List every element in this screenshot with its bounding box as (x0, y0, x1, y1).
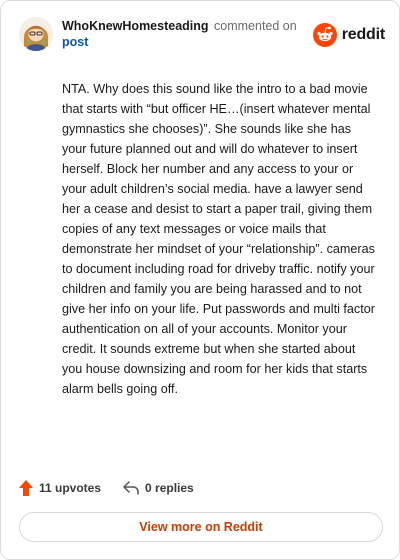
reply-count: 0 replies (145, 481, 194, 495)
upvote-count: 11 upvotes (39, 481, 102, 495)
upvote-button[interactable] (19, 480, 101, 496)
reddit-brand[interactable] (313, 22, 385, 48)
reply-arrow-icon (123, 481, 139, 495)
reply-button[interactable] (123, 481, 194, 495)
comment-meta (62, 18, 312, 50)
view-more-button[interactable]: View more on Reddit (19, 512, 383, 542)
post-link[interactable]: post (62, 35, 89, 49)
comment-actions (19, 478, 194, 498)
username[interactable]: WhoKnewHomesteading (62, 19, 209, 33)
comment-header (19, 17, 385, 57)
reddit-logo-icon (313, 23, 337, 47)
action-text: commented on (214, 19, 297, 33)
brand-name: reddit (341, 26, 385, 43)
comment-body: NTA. Why does this sound like the intro to a bad movie that starts with “but officer HE…(insert whatever mental gymnastics she chooses)”. She sounds like she has your future planned out and will do whatever to insert herself. Block her number and any access to your or your adult children’s social media. have a lawyer send her a cease and desist to start a paper trail, giving them copies of any text messages or voice mails that demonstrate her mindset of your “relationship”. cameras to document including road for driveby traffic. notify your children and family you are being harassed and to not give her info on your life. Put passwords and multi factor authentication on all of your accounts. Monitor your credit. It sounds extreme but when she started about you house downsizing and room for her kids that starts alarm bells going off. (62, 82, 375, 396)
avatar[interactable] (19, 17, 53, 51)
upvote-arrow-icon (19, 480, 33, 496)
